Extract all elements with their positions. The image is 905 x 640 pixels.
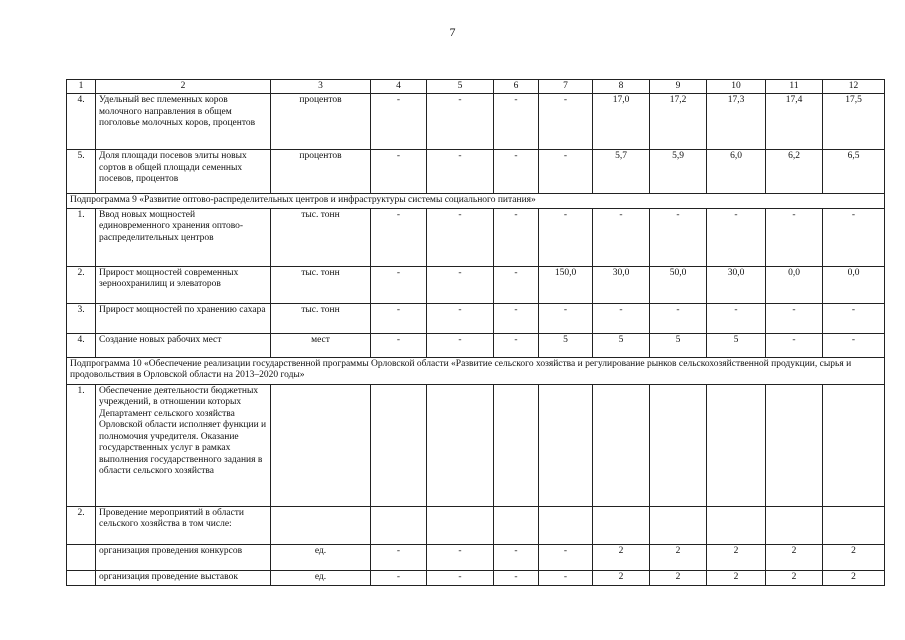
row-number: 2. (67, 266, 96, 303)
value-cell: - (371, 208, 427, 266)
value-cell: - (707, 303, 766, 333)
value-cell: - (427, 208, 494, 266)
unit-cell: ед. (271, 570, 371, 585)
value-cell: 150,0 (539, 266, 593, 303)
value-cell: - (494, 544, 539, 570)
value-cell (823, 384, 885, 506)
value-cell: - (427, 150, 494, 194)
value-cell: 2 (707, 544, 766, 570)
value-cell: 2 (823, 570, 885, 585)
indicators-table (66, 79, 885, 586)
value-cell: 6,5 (823, 150, 885, 194)
value-cell (650, 506, 707, 544)
header-cell: 11 (766, 80, 823, 94)
value-cell (823, 506, 885, 544)
value-cell: - (707, 208, 766, 266)
value-cell: - (427, 303, 494, 333)
unit-cell: мест (271, 333, 371, 357)
value-cell: 2 (707, 570, 766, 585)
table-row (67, 544, 885, 570)
value-cell: 17,0 (593, 94, 650, 150)
value-cell: 2 (650, 570, 707, 585)
value-cell: - (823, 208, 885, 266)
header-cell: 10 (707, 80, 766, 94)
value-cell (494, 506, 539, 544)
value-cell: 5 (707, 333, 766, 357)
row-number (67, 570, 96, 585)
value-cell: 5 (593, 333, 650, 357)
table-row (67, 570, 885, 585)
value-cell: 17,3 (707, 94, 766, 150)
value-cell: 0,0 (766, 266, 823, 303)
value-cell: 2 (823, 544, 885, 570)
value-cell: 30,0 (707, 266, 766, 303)
value-cell (593, 384, 650, 506)
value-cell: - (371, 333, 427, 357)
value-cell (650, 384, 707, 506)
value-cell: 5,9 (650, 150, 707, 194)
value-cell (539, 384, 593, 506)
table-row (67, 208, 885, 266)
value-cell: - (427, 94, 494, 150)
page-number: 7 (449, 25, 456, 39)
value-cell: - (766, 208, 823, 266)
value-cell: - (494, 570, 539, 585)
row-number: 5. (67, 150, 96, 194)
header-cell: 6 (494, 80, 539, 94)
value-cell: 5 (539, 333, 593, 357)
value-cell: - (427, 333, 494, 357)
row-number: 1. (67, 384, 96, 506)
value-cell: - (823, 303, 885, 333)
header-cell: 5 (427, 80, 494, 94)
header-row (67, 80, 885, 94)
value-cell: 2 (766, 544, 823, 570)
value-cell (707, 506, 766, 544)
value-cell (427, 506, 494, 544)
row-number: 4. (67, 94, 96, 150)
value-cell: 0,0 (823, 266, 885, 303)
value-cell (766, 384, 823, 506)
value-cell: 6,2 (766, 150, 823, 194)
value-cell: - (371, 303, 427, 333)
indicator-name: Создание новых рабочих мест (96, 333, 271, 357)
indicator-name: Доля площади посевов элиты новых сортов в общей площади семенных посевов, процентов (96, 150, 271, 194)
value-cell: - (494, 94, 539, 150)
subprogram-row (67, 194, 885, 209)
value-cell: - (650, 303, 707, 333)
value-cell: 6,0 (707, 150, 766, 194)
value-cell: - (539, 150, 593, 194)
value-cell: - (593, 208, 650, 266)
value-cell: - (427, 544, 494, 570)
header-cell: 1 (67, 80, 96, 94)
subprogram-row (67, 357, 885, 384)
unit-cell: тыс. тонн (271, 208, 371, 266)
value-cell: 50,0 (650, 266, 707, 303)
value-cell: 2 (593, 544, 650, 570)
value-cell (494, 384, 539, 506)
value-cell: - (371, 150, 427, 194)
indicator-name: Ввод новых мощностей единовременного хранения оптово-распределительных центров (96, 208, 271, 266)
value-cell: - (427, 266, 494, 303)
header-cell: 3 (271, 80, 371, 94)
value-cell: - (427, 570, 494, 585)
value-cell (593, 506, 650, 544)
value-cell: - (823, 333, 885, 357)
row-number: 2. (67, 506, 96, 544)
value-cell: 30,0 (593, 266, 650, 303)
value-cell (427, 384, 494, 506)
value-cell: 17,4 (766, 94, 823, 150)
indicator-name: Проведение мероприятий в области сельского хозяйства в том числе: (96, 506, 271, 544)
unit-cell (271, 506, 371, 544)
table-row (67, 150, 885, 194)
row-number: 4. (67, 333, 96, 357)
subprogram-title: Подпрограмма 10 «Обеспечение реализации государственной программы Орловской области «Развитие сельского хозяйства и регулирование рынков сельскохозяйственной продукции, сырья и продовольствия в Орловской области на 2013–2020 годы» (67, 357, 885, 384)
header-cell: 2 (96, 80, 271, 94)
value-cell: 17,5 (823, 94, 885, 150)
value-cell: - (494, 333, 539, 357)
value-cell: - (539, 208, 593, 266)
value-cell: - (494, 303, 539, 333)
unit-cell: процентов (271, 150, 371, 194)
value-cell: - (494, 266, 539, 303)
value-cell (766, 506, 823, 544)
value-cell: 2 (650, 544, 707, 570)
value-cell: - (371, 570, 427, 585)
header-cell: 4 (371, 80, 427, 94)
value-cell: - (371, 266, 427, 303)
subprogram-title: Подпрограмма 9 «Развитие оптово-распределительных центров и инфраструктуры системы социального питания» (67, 194, 885, 209)
table-row (67, 333, 885, 357)
value-cell: - (539, 94, 593, 150)
value-cell: - (539, 570, 593, 585)
header-cell: 8 (593, 80, 650, 94)
header-cell: 9 (650, 80, 707, 94)
value-cell (371, 384, 427, 506)
table-row (67, 303, 885, 333)
indicator-name: Прирост мощностей по хранению сахара (96, 303, 271, 333)
value-cell: 5 (650, 333, 707, 357)
value-cell: - (371, 544, 427, 570)
table-row (67, 94, 885, 150)
unit-cell: тыс. тонн (271, 266, 371, 303)
header-cell: 7 (539, 80, 593, 94)
indicator-name: Удельный вес племенных коров молочного направления в общем поголовье молочных коров, процентов (96, 94, 271, 150)
unit-cell: тыс. тонн (271, 303, 371, 333)
value-cell: - (371, 94, 427, 150)
value-cell: 17,2 (650, 94, 707, 150)
indicator-name: организация проведения конкурсов (96, 544, 271, 570)
table-row (67, 506, 885, 544)
indicator-name: организация проведение выставок (96, 570, 271, 585)
row-number (67, 544, 96, 570)
unit-cell: ед. (271, 544, 371, 570)
value-cell: 5,7 (593, 150, 650, 194)
value-cell: - (593, 303, 650, 333)
row-number: 1. (67, 208, 96, 266)
value-cell: - (539, 303, 593, 333)
value-cell (371, 506, 427, 544)
value-cell: - (650, 208, 707, 266)
table-row (67, 266, 885, 303)
value-cell: - (494, 208, 539, 266)
row-number: 3. (67, 303, 96, 333)
header-cell: 12 (823, 80, 885, 94)
indicator-name: Прирост мощностей современных зерноохранилищ и элеваторов (96, 266, 271, 303)
value-cell: 2 (766, 570, 823, 585)
value-cell: - (766, 333, 823, 357)
value-cell: - (494, 150, 539, 194)
value-cell (707, 384, 766, 506)
unit-cell (271, 384, 371, 506)
value-cell: - (766, 303, 823, 333)
value-cell: - (539, 544, 593, 570)
value-cell: 2 (593, 570, 650, 585)
indicator-name: Обеспечение деятельности бюджетных учреждений, в отношении которых Департамент сельского хозяйства Орловской области исполняет функции и полномочия учредителя. Оказание государственных услуг в рамках выполнения государственного задания в области сельского хозяйства (96, 384, 271, 506)
table-row (67, 384, 885, 506)
value-cell (539, 506, 593, 544)
unit-cell: процентов (271, 94, 371, 150)
